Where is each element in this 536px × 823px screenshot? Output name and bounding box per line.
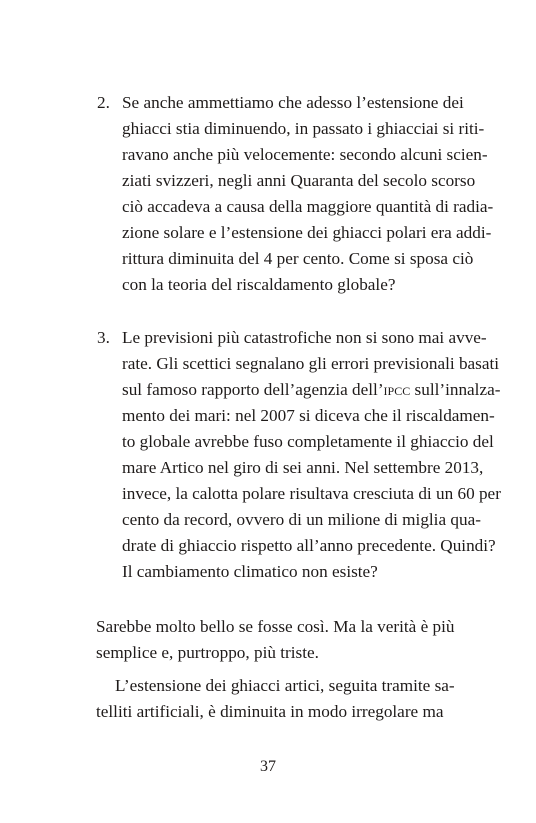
- list-number: 3.: [97, 328, 110, 347]
- text-line: semplice e, purtroppo, più triste.: [96, 643, 319, 662]
- text-line: mare Artico nel giro di sei anni. Nel settembre 2013,: [122, 458, 484, 477]
- text-line: Il cambiamento climatico non esiste?: [122, 562, 378, 581]
- text-line: zione solare e l’estensione dei ghiacci polari era addi-: [122, 223, 492, 242]
- text-line: L’estensione dei ghiacci artici, seguita tramite sa-: [115, 676, 455, 695]
- text-line: Sarebbe molto bello se fosse così. Ma la verità è più: [96, 617, 455, 636]
- list-number: 2.: [97, 93, 110, 112]
- page-number: 37: [260, 758, 276, 775]
- text-line: invece, la calotta polare risultava cresciuta di un 60 per: [122, 484, 501, 503]
- text-line: rittura diminuita del 4 per cento. Come si sposa ciò: [122, 249, 474, 268]
- text-line: con la teoria del riscaldamento globale?: [122, 275, 396, 294]
- text-line: drate di ghiaccio rispetto all’anno precedente. Quindi?: [122, 536, 496, 555]
- acronym: ipcc: [383, 380, 411, 399]
- text-line: to globale avrebbe fuso completamente il ghiaccio del: [122, 432, 494, 451]
- text-line: ziati svizzeri, negli anni Quaranta del secolo scorso: [122, 171, 476, 190]
- text-line: telliti artificiali, è diminuita in modo irregolare ma: [96, 702, 444, 721]
- text-line: cento da record, ovvero di un milione di miglia qua-: [122, 510, 481, 529]
- text-line: Se anche ammettiamo che adesso l’estensione dei: [122, 93, 464, 112]
- text-line: ciò accadeva a causa della maggiore quantità di radia-: [122, 197, 494, 216]
- text-line: rate. Gli scettici segnalano gli errori previsionali basati: [122, 354, 500, 373]
- text-line: ghiacci stia diminuendo, in passato i ghiacciai si riti-: [122, 119, 485, 138]
- text-line: Le previsioni più catastrofiche non si sono mai avve-: [122, 328, 487, 347]
- text-line: mento dei mari: nel 2007 si diceva che il riscaldamen-: [122, 406, 495, 425]
- text-line: ravano anche più velocemente: secondo alcuni scien-: [122, 145, 488, 164]
- text-line: sul famoso rapporto dell’agenzia dell’ipcc sull’innalza-: [122, 380, 501, 399]
